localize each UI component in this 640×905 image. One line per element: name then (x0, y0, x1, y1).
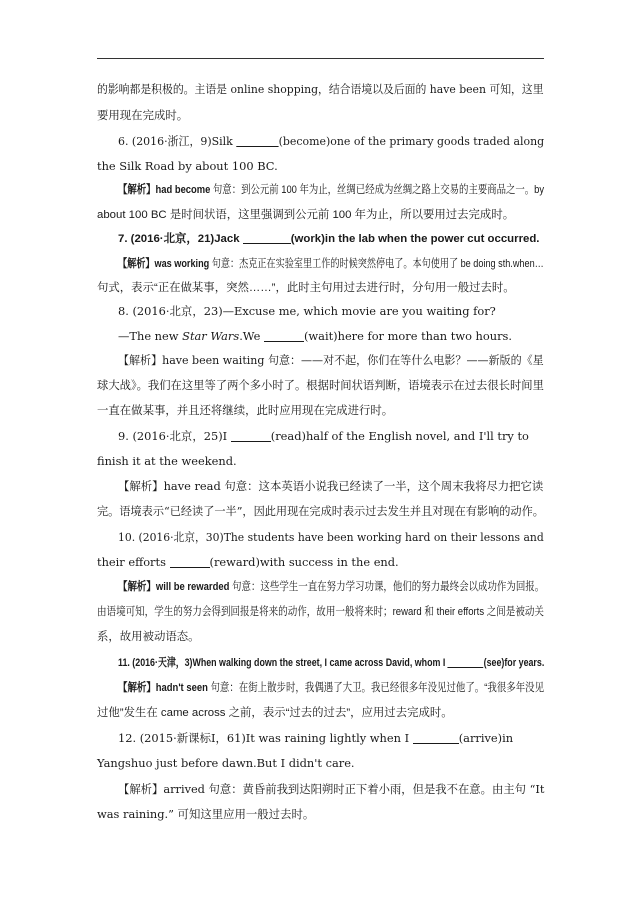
question-text: their efforts (97, 555, 170, 569)
question-text: 9. (2016·北京，25)I (118, 429, 231, 443)
text-line: finish it at the weekend. (97, 454, 237, 468)
question-text: 7. (2016·北京，21)Jack (118, 233, 243, 245)
answer-blank (231, 429, 271, 442)
answer-11 (118, 679, 544, 697)
question-text: 12. (2015·新课标Ⅰ，61)It was raining lightly when I (118, 731, 413, 745)
question-text: (work)in the lab when the power cut occurred. (290, 233, 540, 245)
answer-6 (118, 181, 544, 199)
text-line: about 100 BC 是时间状语，这里强调到公元前 100 年为止，所以要用过去完成时。 (97, 209, 515, 221)
text-line: 句式，表示“正在做某事，突然……”，此时主句用过去进行时，分句用一般过去时。 (97, 282, 515, 294)
text-line: 要用现在完成时。 (97, 108, 189, 122)
movie-title: Star Wars (182, 329, 240, 343)
question-12 (118, 729, 513, 747)
answer-text: 句意：在街上散步时，我偶遇了大卫。我已经很多年没见过他了。“我很多年没见 (207, 682, 545, 694)
question-10: 10. (2016·北京，30)The students have been working hard on their lessons and (118, 530, 544, 544)
answer-text: 句意：杰克正在实验室里工作的时候突然停电了。本句使用了 be doing sth.when… (209, 258, 544, 270)
answer-blank (448, 655, 484, 668)
answer-blank (264, 329, 304, 342)
text-line: 一直在做某事，并且还将继续，此时应用现在完成进行时。 (97, 403, 394, 417)
text-line: was raining.” 可知这里应用一般过去时。 (97, 807, 315, 821)
question-text: (become)one of the primary goods traded along (278, 134, 545, 148)
question-text: (read)half of the English novel, and I'll try to (270, 429, 529, 443)
answer-9: 【解析】have read 句意：这本英语小说我已经读了一半，这个周末我将尽力把它读 (118, 479, 544, 493)
question-text: (see)for years. (483, 657, 545, 669)
question-text: —The new (118, 329, 183, 343)
text-line: 过他”发生在 came across 之前，表示“过去的过去”，应用过去完成时。 (97, 707, 453, 719)
answer-label: 【解析】had become (118, 184, 211, 196)
text-line: Yangshuo just before dawn.But I didn't care. (97, 756, 355, 770)
answer-text: 句意：到公元前 100 年为止，丝绸已经成为丝绸之路上交易的主要商品之一。by (210, 184, 545, 196)
question-7 (118, 230, 539, 248)
question-8-response (118, 327, 512, 345)
text-line: the Silk Road by about 100 BC. (97, 159, 278, 173)
answer-blank (413, 731, 459, 744)
question-6 (118, 132, 544, 150)
text-line: 系，故用被动语态。 (97, 631, 200, 643)
text-line: 球大战》。我们在这里等了两个多小时了。根据时间状语判断，语境表示在过去很长时间里 (97, 378, 544, 392)
answer-7 (118, 255, 544, 273)
question-8: 8. (2016·北京，23)—Excuse me, which movie are you waiting for? (118, 304, 496, 318)
answer-blank (170, 555, 210, 568)
question-text: .We (239, 329, 264, 343)
answer-blank (243, 231, 291, 244)
answer-label: 【解析】hadn't seen (118, 682, 208, 694)
answer-text: 句意：这些学生一直在努力学习功课，他们的努力最终会以成功作为回报。 (229, 581, 545, 593)
question-11 (118, 654, 544, 672)
text-line: 的影响都是积极的。主语是 online shopping，结合语境以及后面的 have been 可知，这里 (97, 82, 544, 96)
text-line: 由语境可知，学生的努力会得到回报是将来的动作，故用一般将来时；reward 和 their efforts 之间是被动关 (97, 606, 544, 618)
answer-blank (236, 134, 278, 147)
question-text: (reward)with success in the end. (209, 555, 399, 569)
text-line: 完。语境表示“已经读了一半”，因此用现在完成时表示过去发生并且对现在有影响的动作。 (97, 504, 544, 518)
question-text: (wait)here for more than two hours. (303, 329, 512, 343)
question-9 (118, 427, 529, 445)
header-rule (97, 58, 544, 59)
question-text: (arrive)in (458, 731, 514, 745)
answer-10 (118, 578, 544, 596)
answer-12: 【解析】arrived 句意：黄昏前我到达阳朔时正下着小雨，但是我不在意。由主句 “It (118, 782, 545, 796)
question-10-continued (97, 553, 399, 571)
question-text: 11. (2016·天津，3)When walking down the street, I came across David, whom I (118, 657, 448, 669)
question-text: 6. (2016·浙江，9)Silk (118, 134, 237, 148)
answer-8: 【解析】have been waiting 句意：——对不起，你们在等什么电影？——新版的《星 (118, 353, 544, 367)
answer-label: 【解析】was working (118, 258, 210, 270)
answer-label: 【解析】will be rewarded (118, 581, 230, 593)
